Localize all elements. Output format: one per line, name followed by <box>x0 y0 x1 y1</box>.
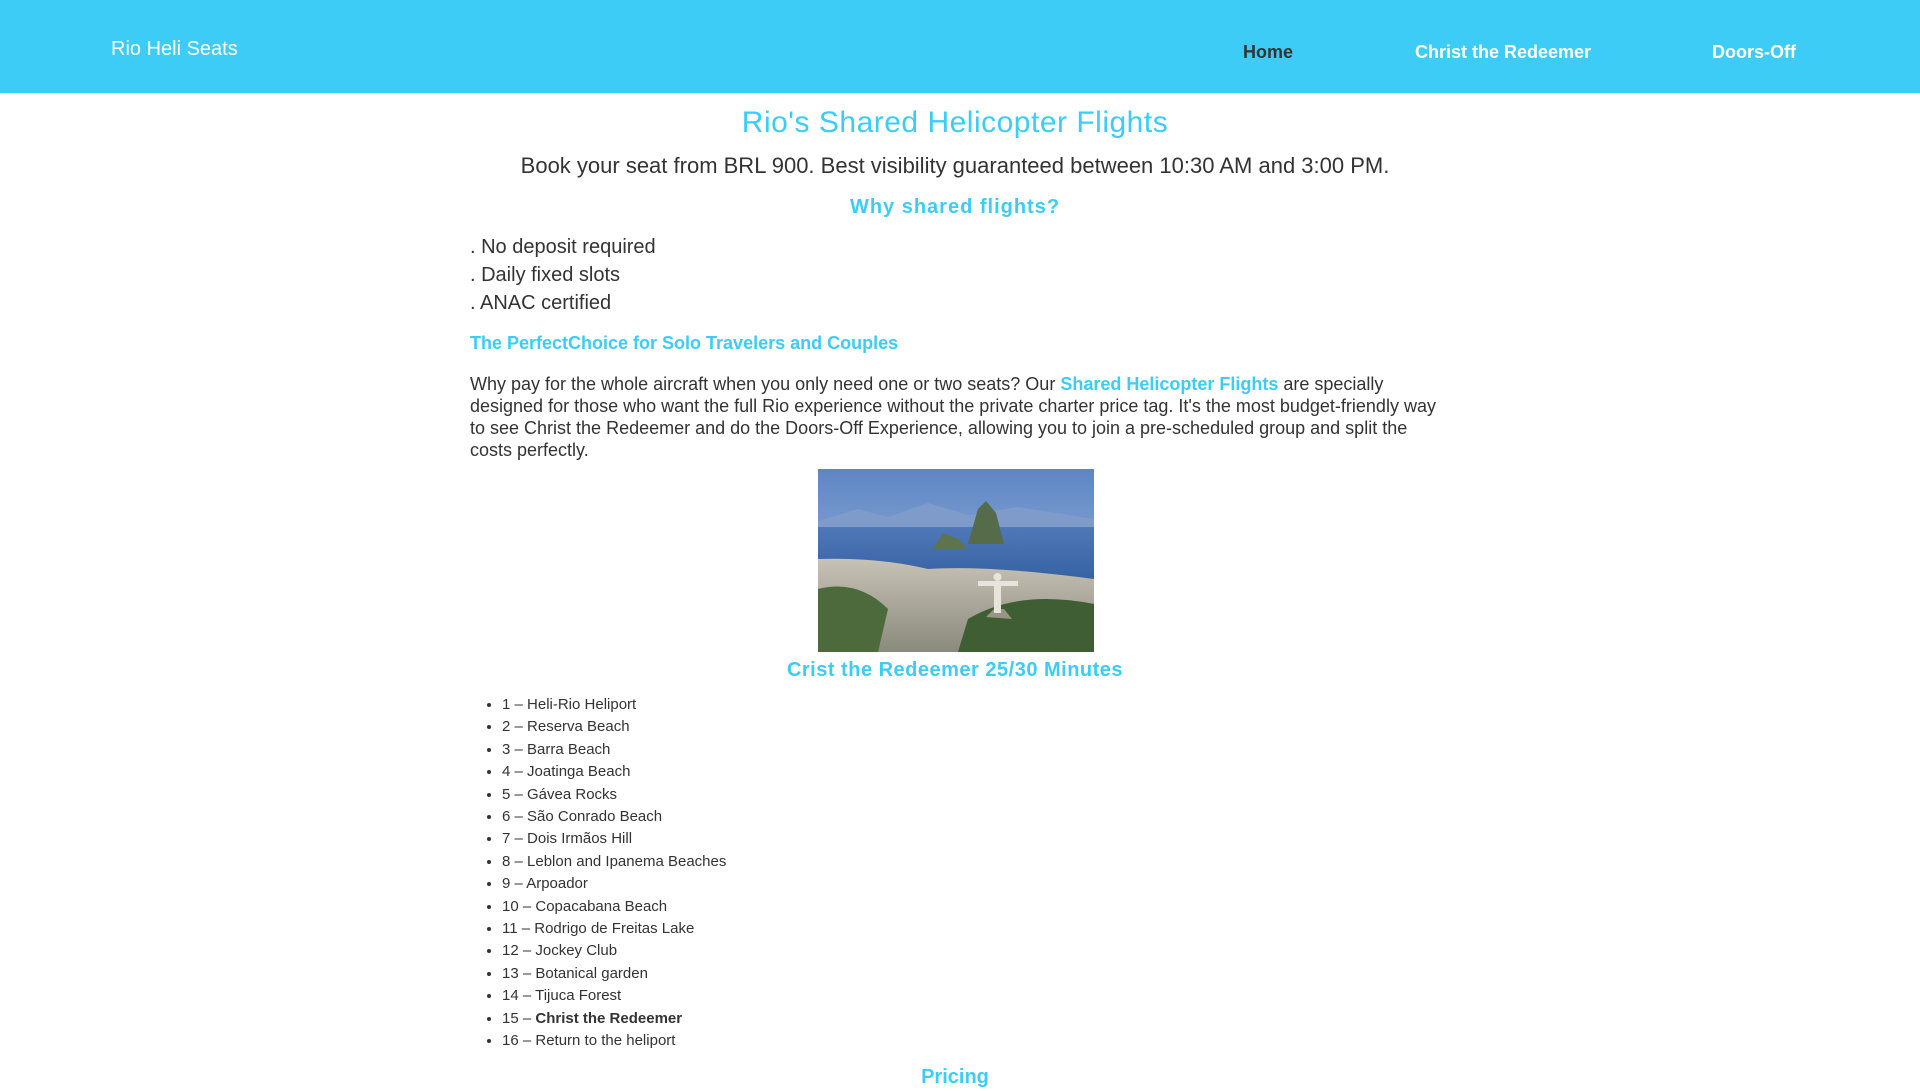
brand-link[interactable]: Rio Heli Seats <box>111 38 238 60</box>
route-stop: • 9 – Arpoador <box>502 873 1440 895</box>
route-stop: • 2 – Reserva Beach <box>502 716 1440 738</box>
intro-text-start: Why pay for the whole aircraft when you only need one or two seats? Our <box>470 374 1061 394</box>
route-stop: • 13 – Botanical garden <box>502 963 1440 985</box>
route-stop: • 3 – Barra Beach <box>502 739 1440 761</box>
nav-doors-off[interactable]: Doors-Off <box>1712 42 1796 62</box>
route-stop: • 16 – Return to the heliport <box>502 1030 1440 1052</box>
photo-container <box>470 469 1440 652</box>
solo-travelers-heading: The PerfectChoice for Solo Travelers and Couples <box>470 333 899 353</box>
route-stop: • 6 – São Conrado Beach <box>502 806 1440 828</box>
route-stop: • 1 – Heli-Rio Heliport <box>502 694 1440 716</box>
route-stop <box>502 1008 1440 1030</box>
route-stop-prefix: 15 – <box>502 1009 536 1027</box>
pricing-heading: Pricing <box>921 1065 989 1088</box>
feature-list <box>470 233 1440 317</box>
nav-home[interactable]: Home <box>1243 42 1294 62</box>
route-stop: • 5 – Gávea Rocks <box>502 784 1440 806</box>
route-stop-highlight: Christ the Redeemer <box>535 1009 683 1027</box>
christ-the-redeemer-photo <box>818 469 1094 652</box>
route-stops-list <box>470 694 1440 1053</box>
feature-item: . Daily fixed slots <box>470 264 621 286</box>
main-content <box>470 93 1440 1091</box>
tour-title: Crist the Redeemer 25/30 Minutes <box>786 659 1124 681</box>
intro-text-end: are specially designed for those who want the full Rio experience without the private charter price tag. It's the most budget-friendly way to see Christ the Redeemer and do the Doors-Off Experience, allowing you to join a pre-scheduled group and split the costs perfectly. <box>470 374 1436 460</box>
route-stop: • 8 – Leblon and Ipanema Beaches <box>502 851 1440 873</box>
intro-paragraph <box>470 373 1440 461</box>
feature-item: . ANAC certified <box>470 292 612 314</box>
why-heading: Why shared flights? <box>849 196 1061 218</box>
route-stop: • 14 – Tijuca Forest <box>502 985 1440 1007</box>
route-stop: • 4 – Joatinga Beach <box>502 761 1440 783</box>
nav-christ-the-redeemer[interactable]: Christ the Redeemer <box>1415 42 1592 62</box>
route-stop: • 11 – Rodrigo de Freitas Lake <box>502 918 1440 940</box>
shared-flights-link[interactable]: Shared Helicopter Flights <box>1060 374 1279 394</box>
page-title: Rio's Shared Helicopter Flights <box>741 106 1169 139</box>
route-stop: • 12 – Jockey Club <box>502 940 1440 962</box>
route-stop: • 10 – Copacabana Beach <box>502 896 1440 918</box>
page-subtitle: Book your seat from BRL 900. Best visibility guaranteed between 10:30 AM and 3:00 PM. <box>520 153 1390 178</box>
feature-item: . No deposit required <box>470 236 656 258</box>
top-navbar <box>0 0 1920 93</box>
route-stop: • 7 – Dois Irmãos Hill <box>502 828 1440 850</box>
